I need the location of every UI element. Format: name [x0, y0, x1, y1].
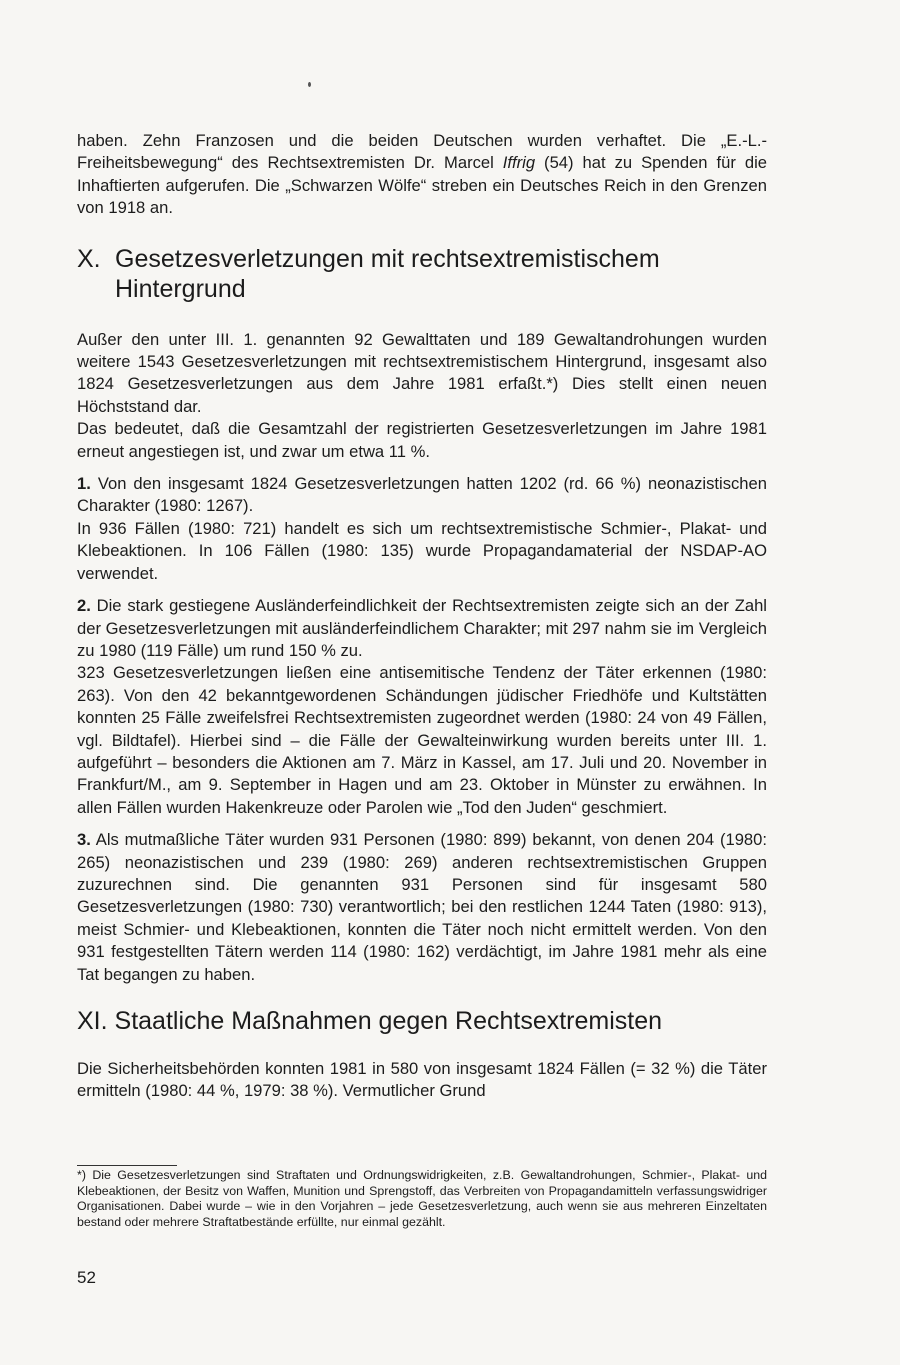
- intro-paragraph: haben. Zehn Franzosen und die beiden Deutschen wurden verhaftet. Die „E.-L.-Freiheitsbewegung“ des Rechtsextremisten Dr. Marcel Iffrig (54) hat zu Spenden für die Inhaftierten aufgerufen. Die „Schwarzen Wölfe“ streben ein Deutsches Reich in den Grenzen von 1918 an.: [77, 131, 767, 218]
- section-x-title-line1: Gesetzesverletzungen mit rechtsextremistischem: [115, 244, 660, 273]
- section-x-paragraph-2: Das bedeutet, daß die Gesamtzahl der registrierten Gesetzesverletzungen im Jahre 1981 erneut angestiegen ist, und zwar um etwa 11 %.: [77, 419, 767, 461]
- footnote: *) Die Gesetzesverletzungen sind Straftaten und Ordnungswidrigkeiten, z.B. Gewaltandrohungen, Schmier-, Plakat- und Klebeaktionen, der Besitz von Waffen, Munition und Sprengstoff, das Verbreiten von Propagandamitteln verfassungswidriger Organisationen. Dabei wurde – wie in den Vorjahren – jede Gesetzesverletzung, auch wenn sie aus mehreren Einzeltaten bestand oder mehrere Straftatbestände erfüllte, nur einmal gezählt.: [77, 1168, 767, 1229]
- section-xi-heading: [77, 1006, 767, 1036]
- item-3-paragraph: 3. Als mutmaßliche Täter wurden 931 Personen (1980: 899) bekannt, von denen 204 (1980: 265) neonazistischen und 239 (1980: 269) anderen rechtsextremistischen Gruppen zuzurechnen sind. Die genannten 931 Personen sind für insgesamt 580 Gesetzesverletzungen (1980: 730) verantwortlich; bei den restlichen 1244 Taten (1980: 913), meist Schmier- und Klebeaktionen, konnten die Täter noch nicht ermittelt werden. Von den 931 festgestellten Tätern werden 114 (1980: 162) verdächtigt, im Jahre 1981 mehr als eine Tat begangen zu haben.: [77, 830, 768, 984]
- section-x-title-line2: Hintergrund: [115, 274, 246, 303]
- item-2-paragraph: 2. Die stark gestiegene Ausländerfeindlichkeit der Rechtsextremisten zeigte sich an der Zahl der Gesetzesverletzungen mit ausländerfeindlichem Charakter; mit 297 nahm sie im Vergleich zu 1980 (119 Fälle) um rund 150 % zu.: [77, 596, 767, 660]
- section-x-numeral: X.: [77, 244, 101, 273]
- item-1-paragraph: 1. Von den insgesamt 1824 Gesetzesverletzungen hatten 1202 (rd. 66 %) neonazistischen Charakter (1980: 1267).: [77, 474, 767, 516]
- page-number: 52: [77, 1268, 96, 1287]
- item-2-number: 2.: [77, 596, 91, 616]
- page-body: [77, 130, 767, 1113]
- footnote-divider: [77, 1165, 177, 1166]
- section-x-heading: [77, 244, 767, 304]
- item-2-continuation: 323 Gesetzesverletzungen ließen eine antisemitische Tendenz der Täter erkennen (1980: 263). Von den 42 bekanntgewordenen Schändungen jüdischer Friedhöfe und Kultstätten konnten 25 Fälle zweifelsfrei Rechtsextremisten zugeordnet werden (1980: 24 von 49 Fällen, vgl. Bildtafel). Hierbei sind – die Fälle der Gewalteinwirkung wurden bereits unter III. 1. aufgeführt – besonders die Aktionen am 7. März in Kassel, am 17. Juli und 20. November in Frankfurt/M., am 9. September in Hagen und am 23. Oktober in Münster zu erwähnen. In allen Fällen wurden Hakenkreuze oder Parolen wie „Tod den Juden“ geschmiert.: [77, 663, 767, 817]
- item-3-number: 3.: [77, 830, 91, 850]
- item-1-continuation: In 936 Fällen (1980: 721) handelt es sich um rechtsextremistische Schmier-, Plakat- und Klebeaktionen. In 106 Fällen (1980: 135) wurde Propagandamaterial der NSDAP-AO verwendet.: [77, 518, 767, 583]
- section-xi-title: Staatliche Maßnahmen gegen Rechtsextremisten: [114, 1007, 663, 1035]
- section-xi-paragraph-1: Die Sicherheitsbehörden konnten 1981 in 580 von insgesamt 1824 Fällen (= 32 %) die Täter ermitteln (1980: 44 %, 1979: 38 %). Vermutlicher Grund: [77, 1059, 767, 1101]
- section-xi-numeral: XI.: [77, 1007, 108, 1035]
- section-x-paragraph-1: Außer den unter III. 1. genannten 92 Gewalttaten und 189 Gewaltandrohungen wurden weitere 1543 Gesetzesverletzungen mit rechtsextremistischem Hintergrund, insgesamt also 1824 Gesetzesverletzungen aus dem Jahre 1981 erfaßt.*) Dies stellt einen neuen Höchststand dar.: [77, 329, 767, 416]
- scan-speck: [308, 82, 311, 87]
- item-1-number: 1.: [77, 474, 91, 494]
